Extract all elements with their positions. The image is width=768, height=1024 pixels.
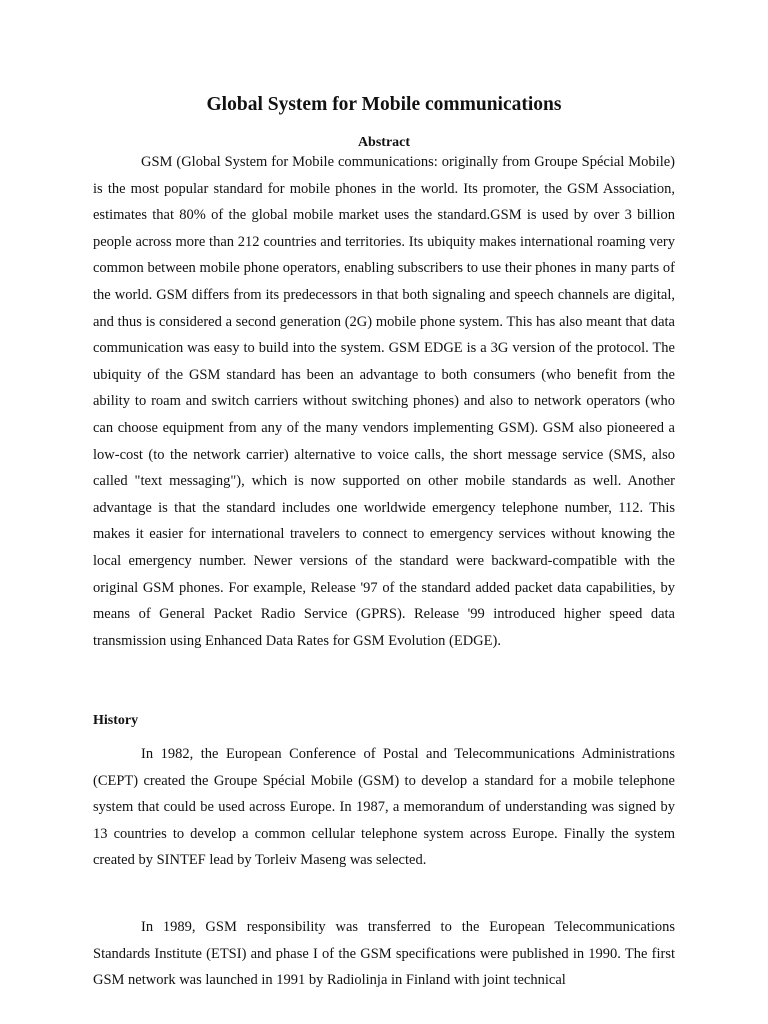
history-paragraph-2: In 1989, GSM responsibility was transferred to the European Telecommunications Standards Institute (ETSI) and phase I of the GSM specifications were published in 1990. The first GSM network was launched in 1991 by Radiolinja in Finland with joint technical	[93, 919, 675, 989]
document-title: Global System for Mobile communications	[206, 94, 562, 115]
abstract-heading: Abstract	[357, 135, 411, 150]
history-heading: History	[93, 713, 139, 728]
abstract-paragraph: GSM (Global System for Mobile communications: originally from Groupe Spécial Mobile) is the most popular standard for mobile phones in the world. Its promoter, the GSM Association, estimates that 80% of the global mobile market uses the standard.GSM is used by over 3 billion people across more than 212 countries and territories. Its ubiquity makes international roaming very common between mobile phone operators, enabling subscribers to use their phones in many parts of the world. GSM differs from its predecessors in that both signaling and speech channels are digital, and thus is considered a second generation (2G) mobile phone system. This has also meant that data communication was easy to build into the system. GSM EDGE is a 3G version of the protocol. The ubiquity of the GSM standard has been an advantage to both consumers (who benefit from the ability to roam and switch carriers without switching phones) and also to network operators (who can choose equipment from any of the many vendors implementing GSM). GSM also pioneered a low-cost (to the network carrier) alternative to voice calls, the short message service (SMS, also called "text messaging"), which is now supported on other mobile standards as well. Another advantage is that the standard includes one worldwide emergency telephone number, 112. This makes it easier for international travelers to connect to emergency services without knowing the local emergency number. Newer versions of the standard were backward-compatible with the original GSM phones. For example, Release '97 of the standard added packet data capabilities, by means of General Packet Radio Service (GPRS). Release '99 introduced higher speed data transmission using Enhanced Data Rates for GSM Evolution (EDGE).	[93, 154, 675, 649]
history-paragraph-1: In 1982, the European Conference of Postal and Telecommunications Administrations (CEPT) created the Groupe Spécial Mobile (GSM) to develop a standard for a mobile telephone system that could be used across Europe. In 1987, a memorandum of understanding was signed by 13 countries to develop a common cellular telephone system across Europe. Finally the system created by SINTEF lead by Torleiv Maseng was selected.	[93, 746, 675, 869]
